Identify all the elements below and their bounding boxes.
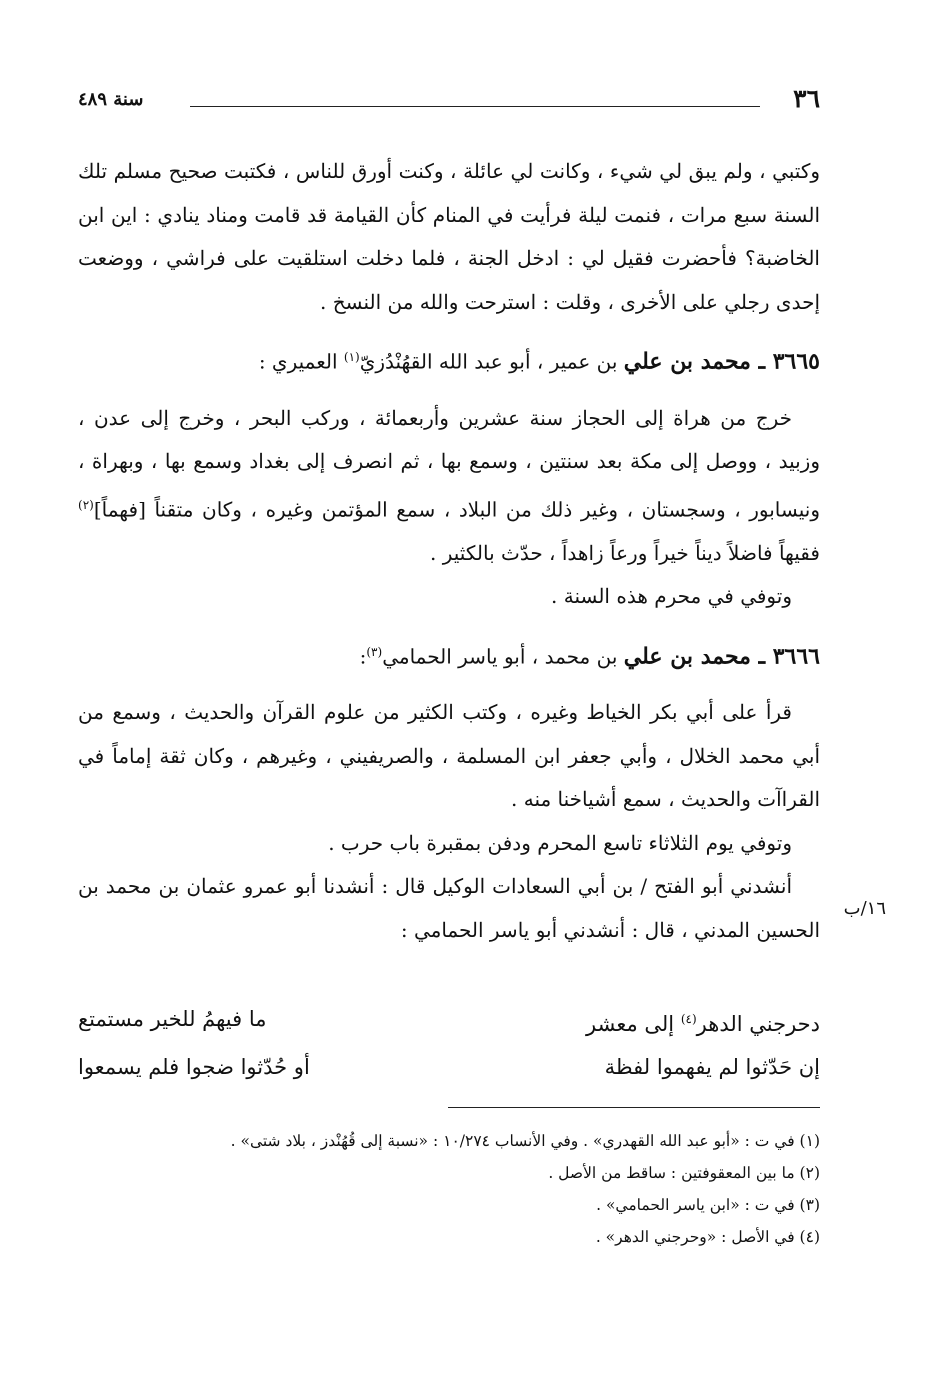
entry-number-name: ٣٦٦٦ ـ محمد بن علي bbox=[623, 643, 820, 670]
hemistich-text-tail: إلى معشر bbox=[586, 1012, 675, 1036]
poem-hemistich-first: إن حَدّثوا لم يفهموا لفظة bbox=[604, 1055, 820, 1079]
entry-name-tail: : bbox=[359, 644, 367, 669]
poem-hemistich-second: أو حُدّثوا ضجوا فلم يسمعوا bbox=[78, 1055, 310, 1079]
page-header bbox=[78, 84, 820, 124]
paragraph: وتوفي في محرم هذه السنة . bbox=[551, 584, 792, 609]
entry-number-name: ٣٦٦٥ ـ محمد بن علي bbox=[623, 348, 820, 375]
footnote-marker: (١) bbox=[343, 350, 360, 364]
entry-name-rest: بن محمد ، أبو ياسر الحمامي bbox=[382, 644, 618, 669]
poem-hemistich-first bbox=[464, 998, 820, 1046]
page-number: ٣٦ bbox=[793, 84, 820, 113]
running-head: سنة ٤٨٩ bbox=[78, 89, 144, 110]
footnote-marker: (٣) bbox=[366, 644, 383, 659]
entry-heading bbox=[78, 631, 820, 679]
hemistich-text: دحرجني الدهر bbox=[696, 1012, 820, 1036]
entry-name-rest: بن عمير ، أبو عبد الله القهُنْدُزيّ bbox=[359, 349, 618, 374]
footnote: (٣) في ت : «ابن ياسر الحمامي» . bbox=[596, 1196, 820, 1214]
paragraph: وتوفي يوم الثلاثاء تاسع المحرم ودفن بمقبرة باب حرب . bbox=[328, 830, 792, 855]
footnote-marker: (٢) bbox=[78, 497, 94, 512]
poem bbox=[78, 998, 820, 1089]
footnote-marker: (٤) bbox=[680, 1012, 697, 1026]
header-rule bbox=[190, 106, 760, 107]
poem-verse bbox=[78, 998, 820, 1046]
main-text bbox=[78, 150, 820, 952]
paragraph-text-tail: فقيهاً فاضلاً ديناً خيراً ورعاً زاهداً ، حدّث بالكثير . bbox=[430, 540, 820, 565]
footnotes bbox=[78, 1125, 820, 1253]
paragraph-text: خرج من هراة إلى الحجاز سنة عشرين وأربعمائة ، وركب البحر ، وخرج إلى عدن ، وزبيد ، ووصل إلى مكة بعد سنتين ، وسمع بها ، ثم انصرف إلى بغداد وسمع بها ، وبهراة ، ونيسابور ، وسجستان ، وغير ذلك من البلاد ، سمع المؤتمن وغيره ، وكان متقناً [فهماً] bbox=[78, 405, 820, 522]
margin-folio-note: ١٦/ب bbox=[843, 898, 886, 919]
paragraph: أنشدني أبو الفتح / بن أبي السعادات الوكيل قال : أنشدنا أبو عمرو عثمان بن محمد بن الحسين المدني ، قال : أنشدني أبو ياسر الحمامي : bbox=[78, 874, 820, 942]
entry-name-tail: العميري : bbox=[258, 349, 338, 374]
footnote: (٤) في الأصل : «وحرجني الدهر» . bbox=[595, 1228, 820, 1246]
poem-hemistich-second: ما فيهمُ للخير مستمتع bbox=[78, 1007, 267, 1031]
entry-heading bbox=[78, 336, 820, 384]
paragraph: وكتبي ، ولم يبق لي شيء ، وكانت لي عائلة ، وكنت أورق للناس ، فكتبت صحيح مسلم تلك السنة سبع مرات ، فنمت ليلة فرأيت في المنام كأن القيامة قد قامت ومناد ينادي : اين ابن الخاضبة؟ فأحضرت فقيل لي : ادخل الجنة ، فلما دخلت استلقيت على فراشي ، ووضعت إحدى رجلي على الأخرى ، وقلت : استرحت والله من النسخ . bbox=[78, 159, 820, 314]
footnote: (٢) ما بين المعقوفتين : ساقط من الأصل . bbox=[548, 1164, 820, 1182]
paragraph: قرأ على أبي بكر الخياط وغيره ، وكتب الكثير من علوم القرآن والحديث ، وسمع من أبي محمد الخلال ، وأبي جعفر ابن المسلمة ، والصريفيني ، وغيرهم ، وكان ثقة إماماً في القراآت والحديث ، سمع أشياخنا منه . bbox=[78, 700, 820, 812]
footnote: (١) في ت : «أبو عبد الله القهدري» . وفي الأنساب ١٠/٢٧٤ : «نسبة إلى قُهُنْدز ، بلاد شتى» . bbox=[230, 1132, 820, 1150]
poem-verse bbox=[78, 1046, 820, 1089]
footnote-rule bbox=[448, 1107, 820, 1108]
paragraph bbox=[78, 397, 820, 576]
